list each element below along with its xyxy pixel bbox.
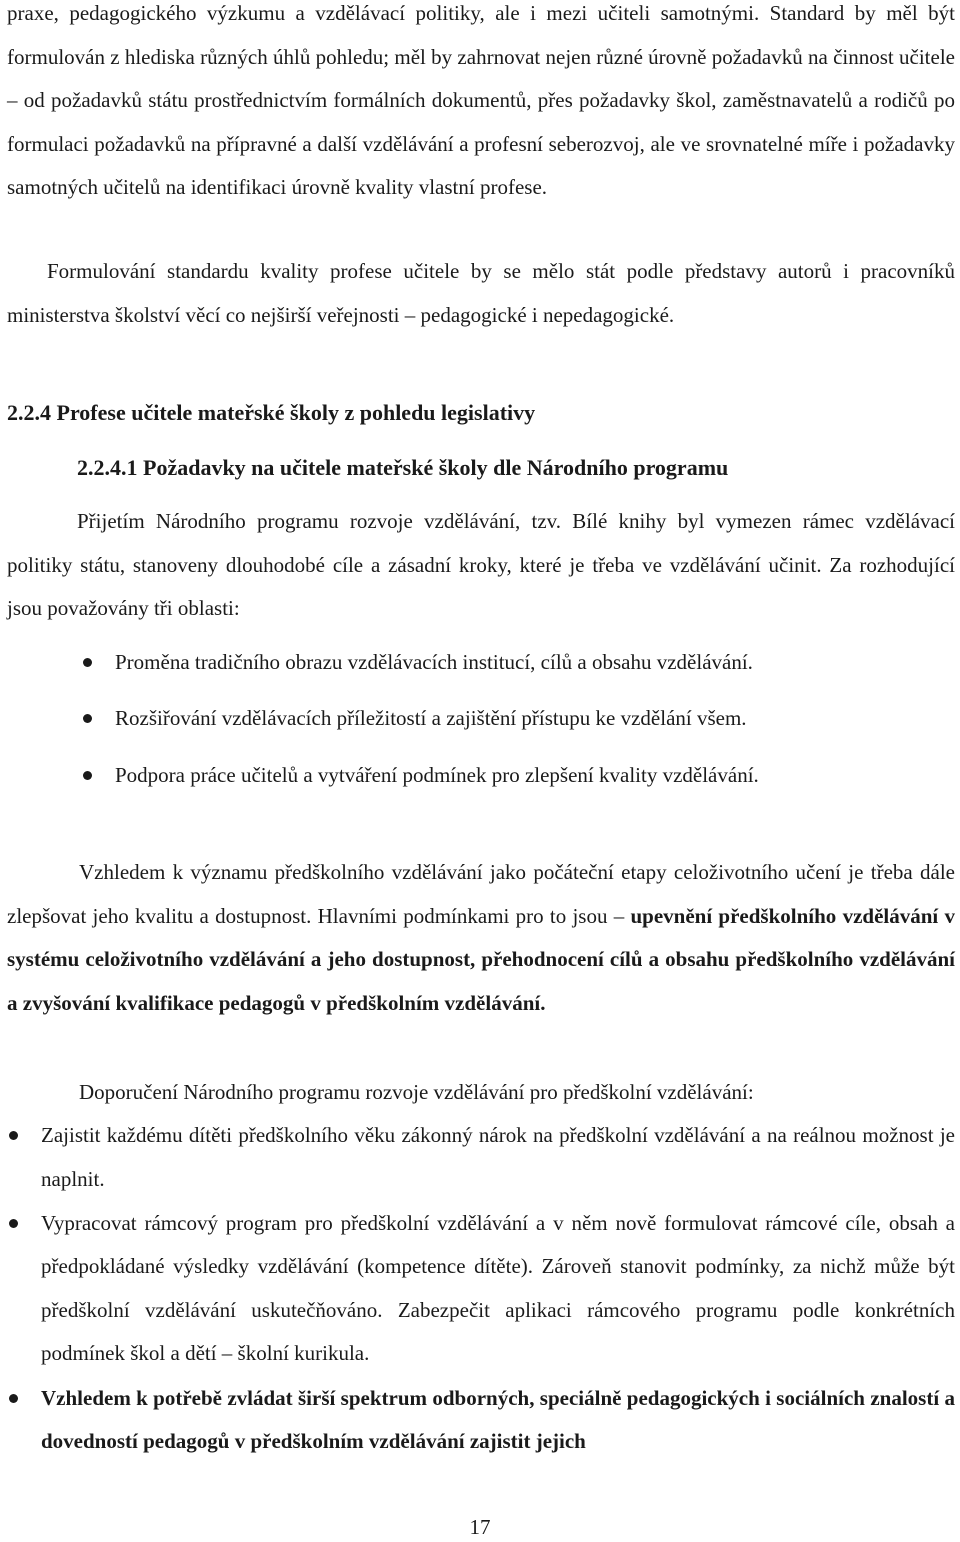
areas-list: [7, 641, 955, 810]
list-item-text: Rozšiřování vzdělávacích příležitostí a zajištění přístupu ke vzdělání všem.: [115, 706, 747, 731]
list-item-text: Podpora práce učitelů a vytváření podmínek pro zlepšení kvality vzdělávání.: [115, 762, 759, 787]
list-item: [7, 1202, 955, 1376]
section-heading: 2.2.4 Profese učitele mateřské školy z pohledu legislativy: [7, 400, 536, 425]
list-item: [7, 754, 955, 810]
list-item-text: Proměna tradičního obrazu vzdělávacích institucí, cílů a obsahu vzdělávání.: [115, 650, 753, 674]
bullet-icon: [83, 771, 92, 780]
paragraph-national-program: Přijetím Národního programu rozvoje vzdělávání, tzv. Bílé knihy byl vymezen rámec vzdělávací politiky státu, stanoveny dlouhodobé cíle a zásadní kroky, které je třeba ve vzdělávání učinit. Za rozhodující jsou považovány tři oblasti:: [7, 509, 955, 621]
paragraph-standard: praxe, pedagogického výzkumu a vzdělávací politiky, ale i mezi učiteli samotnými. Standard by měl být formulován z hlediska různých úhlů pohledu; měl by zahrnovat nejen různé úrovně požadavků na činnost učitele – od požadavků státu prostřednictvím formálních dokumentů, přes požadavky škol, zaměstnavatelů a rodičů po formulaci požadavků na přípravné a další vzdělávání a profesní seberozvoj, ale ve srovnatelné míře i požadavky samotných učitelů na identifikaci úrovně kvality vlastní profese.: [7, 1, 955, 200]
paragraph-bold-text: upevnění předškolního vzdělávání v systému celoživotního vzdělávání a jeho dostupnost, přehodnocení cílů a obsahu předškolního vzdělávání a zvyšování kvalifikace pedagogů v předškolním vzdělávání.: [7, 903, 955, 1015]
paragraph-recommendations-intro: Doporučení Národního programu rozvoje vzdělávání pro předškolní vzdělávání:: [79, 1080, 754, 1104]
list-item-text: Vypracovat rámcový program pro předškolní vzdělávání a v něm nově formulovat rámcové cíle, obsah a předpokládané výsledky vzdělávání (kompetence dítěte). Zároveň stanovit podmínky, za nichž může být předškolní vzdělávání uskutečňováno. Zabezpečit aplikaci rámcového programu podle konkrétních podmínek škol a dětí – školní kurikula.: [41, 1210, 955, 1366]
bullet-icon: [83, 714, 92, 723]
bullet-icon: [83, 658, 92, 667]
list-item: [7, 641, 955, 697]
recommendations-list: [7, 1114, 955, 1464]
list-item: [7, 1377, 955, 1464]
bullet-icon: [9, 1394, 18, 1403]
paragraph-formulation: Formulování standardu kvality profese učitele by se mělo stát podle představy autorů i pracovníků ministerstva školství věcí co nejširší veřejnosti – pedagogické i nepedagogické.: [7, 259, 955, 327]
page-number: 17: [469, 1515, 491, 1539]
subsection-heading: 2.2.4.1 Požadavky na učitele mateřské školy dle Národního programu: [77, 455, 729, 480]
list-item-text: Zajistit každému dítěti předškolního věku zákonný nárok na předškolní vzdělávání a na reálnou možnost je naplnit.: [41, 1123, 955, 1191]
list-item-text: Vzhledem k potřebě zvládat širší spektrum odborných, speciálně pedagogických i sociálních znalostí a dovedností pedagogů v předškolním vzdělávání zajistit jejich: [41, 1385, 955, 1454]
paragraph-text: Vzhledem k významu předškolního vzdělávání jako počáteční etapy celoživotního učení je třeba dále zlepšovat jeho kvalitu a dostupnost. Hlavními podmínkami pro to jsou –: [7, 860, 955, 928]
paragraph-preschool-conditions: [7, 851, 955, 1025]
list-item: [7, 697, 955, 753]
bullet-icon: [9, 1219, 18, 1228]
bullet-icon: [9, 1131, 18, 1140]
list-item: [7, 1114, 955, 1201]
